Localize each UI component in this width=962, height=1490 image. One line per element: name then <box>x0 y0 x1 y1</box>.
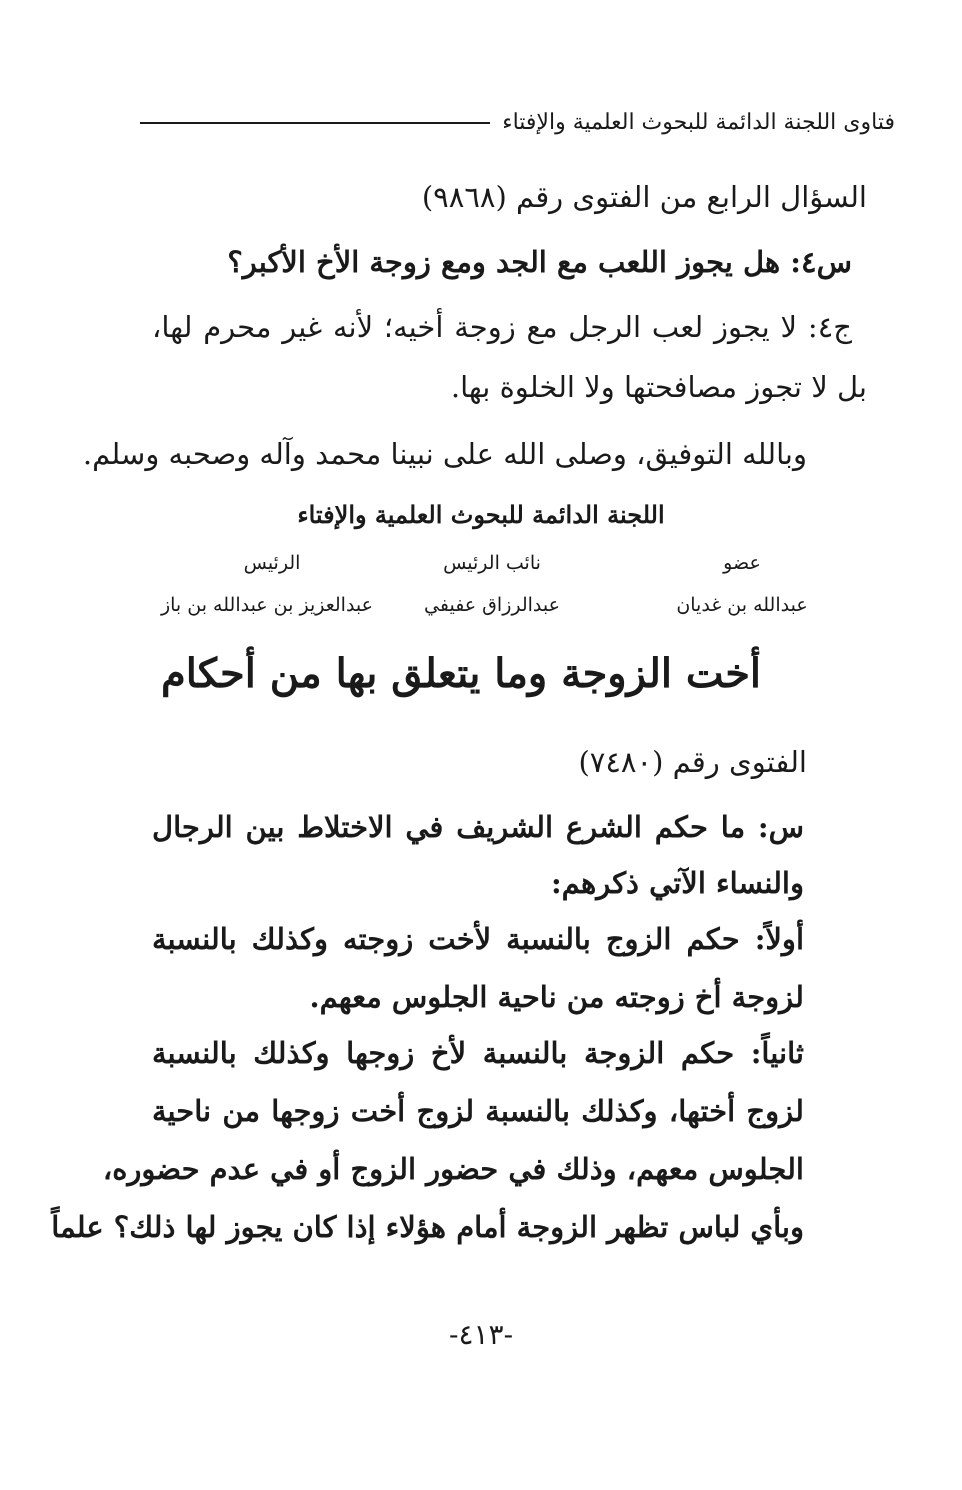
question-line: لزوج أختها، وكذلك بالنسبة لزوج أخت زوجها من ناحية <box>152 1094 804 1128</box>
fatwa-reference: السؤال الرابع من الفتوى رقم (٩٨٦٨) <box>421 180 867 214</box>
signatory-name: عبدالله بن غديان <box>676 594 808 616</box>
page-number: -٤١٣- <box>448 1318 514 1351</box>
signatory-role: نائب الرئيس <box>443 552 541 574</box>
section-title: أخت الزوجة وما يتعلق بها من أحكام <box>160 650 762 697</box>
signatory-name: عبدالرزاق عفيفي <box>424 594 560 616</box>
signatory-role: الرئيس <box>243 552 301 574</box>
fatwa-answer-line: بل لا تجوز مصافحتها ولا الخلوة بها. <box>450 370 867 404</box>
question-line: أولاً: حكم الزوج بالنسبة لأخت زوجته وكذلك بالنسبة <box>152 922 804 956</box>
question-line: ثانياً: حكم الزوجة بالنسبة لأخ زوجها وكذلك بالنسبة <box>152 1036 804 1070</box>
question-line: لزوجة أخ زوجته من ناحية الجلوس معهم. <box>309 980 804 1014</box>
fatwa-answer-line: ج٤: لا يجوز لعب الرجل مع زوجة أخيه؛ لأنه غير محرم لها، <box>152 310 852 344</box>
question-line: س: ما حكم الشرع الشريف في الاختلاط بين الرجال <box>152 810 804 844</box>
signatory-name: عبدالعزيز بن عبدالله بن باز <box>160 594 374 616</box>
signatory-role: عضو <box>723 552 761 574</box>
question-line: والنساء الآتي ذكرهم: <box>550 866 804 900</box>
fatwa-question: س٤: هل يجوز اللعب مع الجد ومع زوجة الأخ الأكبر؟ <box>227 245 852 279</box>
fatwa-closing: وبالله التوفيق، وصلى الله على نبينا محمد وآله وصحبه وسلم. <box>82 437 807 471</box>
question-line: وبأي لباس تظهر الزوجة أمام هؤلاء إذا كان يجوز لها ذلك؟ علماً <box>51 1210 804 1244</box>
fatwa-reference: الفتوى رقم (٧٤٨٠) <box>578 745 807 779</box>
question-line: الجلوس معهم، وذلك في حضور الزوج أو في عدم حضوره، <box>102 1152 804 1186</box>
header-rule <box>140 122 490 124</box>
header-title: فتاوى اللجنة الدائمة للبحوث العلمية والإفتاء <box>502 110 895 135</box>
running-header <box>140 110 895 135</box>
committee-name: اللجنة الدائمة للبحوث العلمية والإفتاء <box>297 500 665 529</box>
